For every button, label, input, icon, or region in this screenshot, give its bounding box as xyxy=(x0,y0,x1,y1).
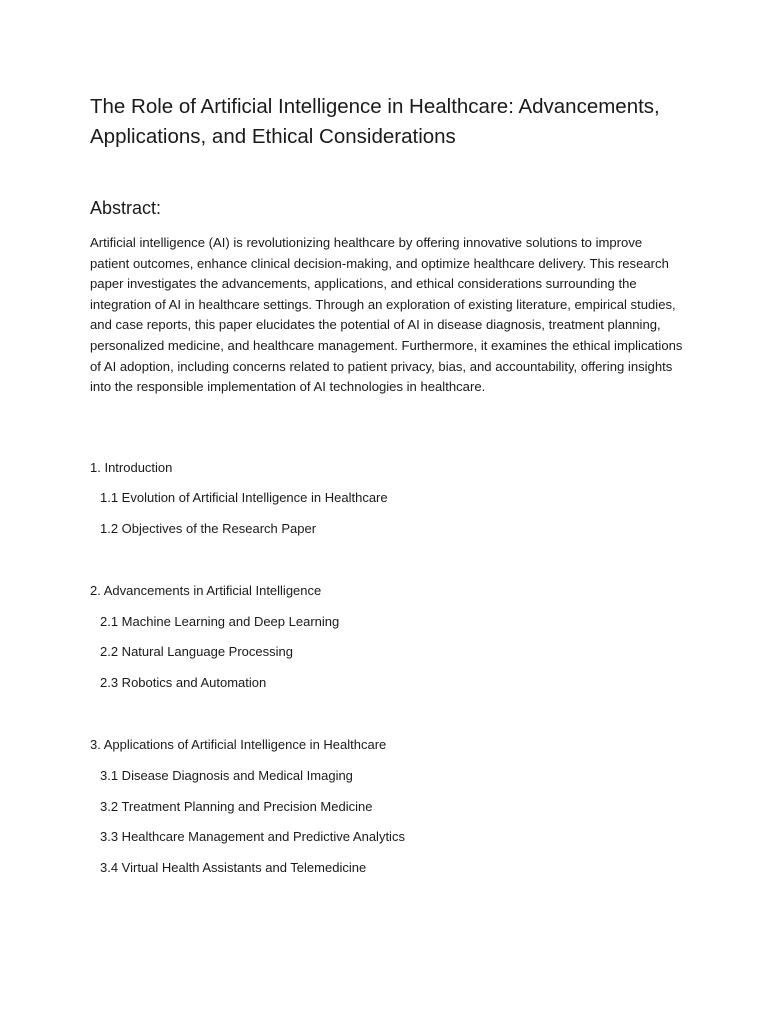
toc-subsection-2-3: 2.3 Robotics and Automation xyxy=(100,675,267,690)
toc-subsection-3-2: 3.2 Treatment Planning and Precision Medicine xyxy=(100,799,373,814)
toc-section-2: 2. Advancements in Artificial Intelligence xyxy=(90,583,322,598)
abstract-heading: Abstract: xyxy=(90,198,162,218)
toc-subsection-3-1: 3.1 Disease Diagnosis and Medical Imaging xyxy=(100,768,353,783)
toc-subsection-1-1: 1.1 Evolution of Artificial Intelligence in Healthcare xyxy=(100,490,388,505)
toc-section-3: 3. Applications of Artificial Intelligence in Healthcare xyxy=(90,737,387,752)
toc-subsection-2-1: 2.1 Machine Learning and Deep Learning xyxy=(100,614,340,629)
toc-subsection-3-4: 3.4 Virtual Health Assistants and Telemedicine xyxy=(100,860,367,875)
toc-section-1: 1. Introduction xyxy=(90,460,173,475)
toc-subsection-2-2: 2.2 Natural Language Processing xyxy=(100,644,293,659)
document-title: The Role of Artificial Intelligence in Healthcare: Advancements, Applications, and Ethical Considerations xyxy=(90,95,660,148)
toc-subsection-1-2: 1.2 Objectives of the Research Paper xyxy=(100,521,317,536)
abstract-body: Artificial intelligence (AI) is revolutionizing healthcare by offering innovative solutions to improve patient outcomes, enhance clinical decision-making, and optimize healthcare delivery. This research paper investigates the advancements, applications, and ethical considerations surrounding the integration of AI in healthcare settings. Through an exploration of existing literature, empirical studies, and case reports, this paper elucidates the potential of AI in disease diagnosis, treatment planning, personalized medicine, and healthcare management. Furthermore, it examines the ethical implications of AI adoption, including concerns related to patient privacy, bias, and accountability, offering insights into the responsible implementation of AI technologies in healthcare. xyxy=(90,235,683,395)
toc-subsection-3-3: 3.3 Healthcare Management and Predictive Analytics xyxy=(100,829,405,844)
